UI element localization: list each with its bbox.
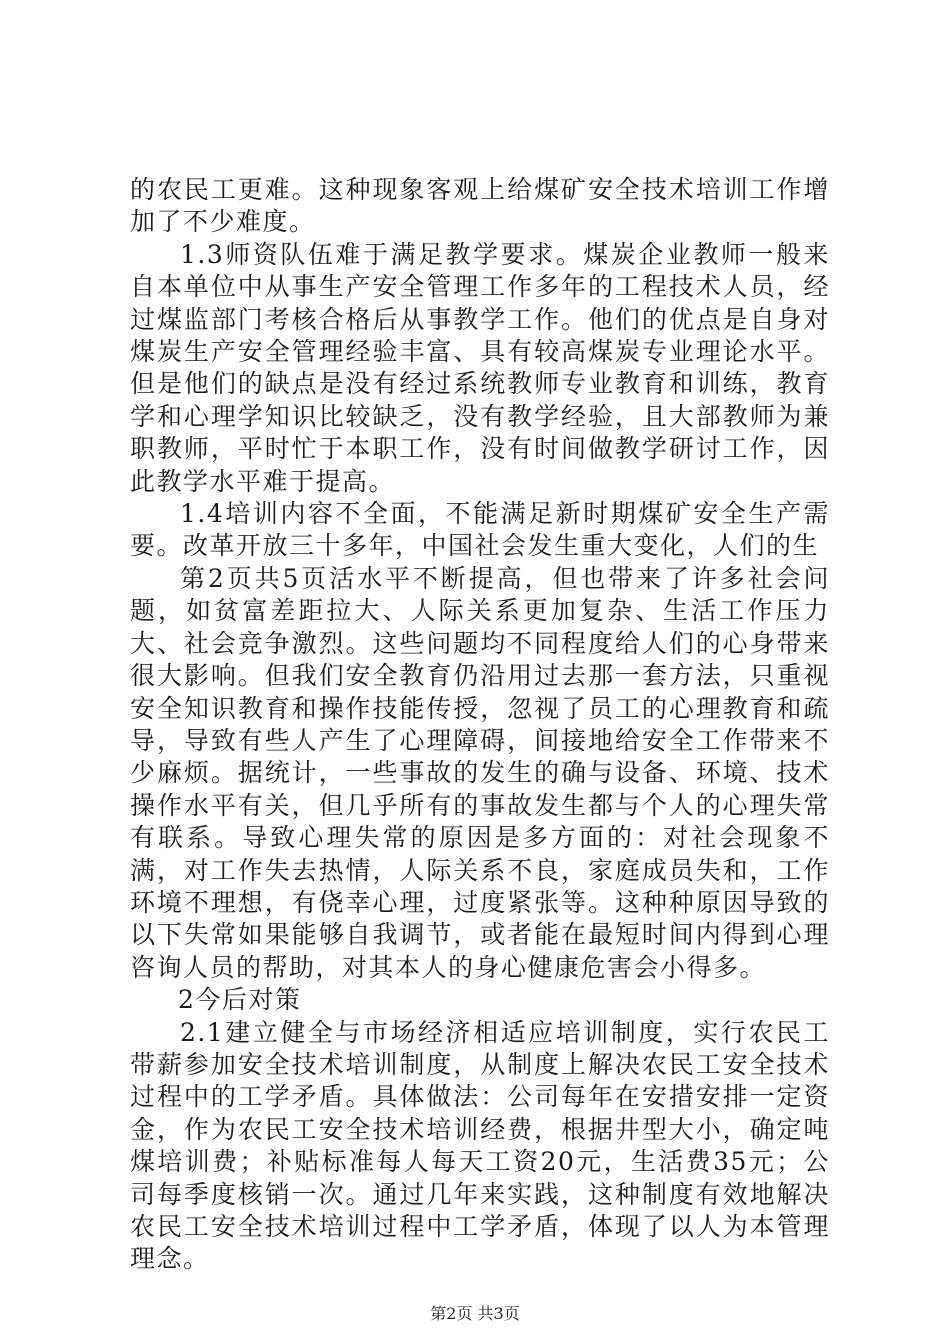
paragraph-1-3: 1.3师资队伍难于满足教学要求。煤炭企业教师一般来自本单位中从事生产安全管理工作多年的工程技术人员，经过煤监部门考核合格后从事教学工作。他们的优点是自身对煤炭生产安全管理经验丰富、具有较高煤炭专业理论水平。但是他们的缺点是没有经过系统教师专业教育和训练，教育学和心理学知识比较缺乏，没有教学经验，且大部教师为兼职教师，平时忙于本职工作，没有时间做教学研讨工作，因此教学水平难于提高。 <box>130 239 830 496</box>
section-heading-2: 2今后对策 <box>178 985 302 1015</box>
paragraph-1-4-continued: 第2页共5页活水平不断提高，但也带来了许多社会问题，如贫富差距拉大、人际关系更加复杂、生活工作压力大、社会竞争激烈。这些问题均不同程度给人们的心身带来很大影响。但我们安全教育仍沿用过去那一套方法，只重视安全知识教育和操作技能传授，忽视了员工的心理教育和疏导，导致有些人产生了心理障碍，间接地给安全工作带来不少麻烦。据统计，一些事故的发生的确与设备、环境、技术操作水平有关，但几乎所有的事故发生都与个人的心理失常有联系。导致心理失常的原因是多方面的：对社会现象不满，对工作失去热情，人际关系不良，家庭成员失和，工作环境不理想，有侥幸心理，过度紧张等。这种种原因导致的以下失常如果能够自我调节，或者能在最短时间内得到心理咨询人员的帮助，对其本人的身心健康危害会小得多。 <box>130 563 830 982</box>
paragraph-continuation: 的农民工更难。这种现象客观上给煤矿安全技术培训工作增加了不少难度。 <box>130 175 830 237</box>
document-body <box>130 174 830 1276</box>
page-footer: 第2页 共3页 <box>430 1304 520 1323</box>
paragraph-2-1: 2.1建立健全与市场经济相适应培训制度，实行农民工带薪参加安全技术培训制度，从制度上解决农民工安全技术过程中的工学矛盾。具体做法：公司每年在安措安排一定资金，作为农民工安全技术培训经费，根据井型大小，确定吨煤培训费；补贴标准每人每天工资20元，生活费35元；公司每季度核销一次。通过几年来实践，这种制度有效地解决农民工安全技术培训过程中工学矛盾，体现了以人为本管理理念。 <box>130 1017 830 1274</box>
paragraph-1-4: 1.4培训内容不全面，不能满足新时期煤矿安全生产需要。改革开放三十多年，中国社会发生重大变化，人们的生 <box>130 499 830 561</box>
